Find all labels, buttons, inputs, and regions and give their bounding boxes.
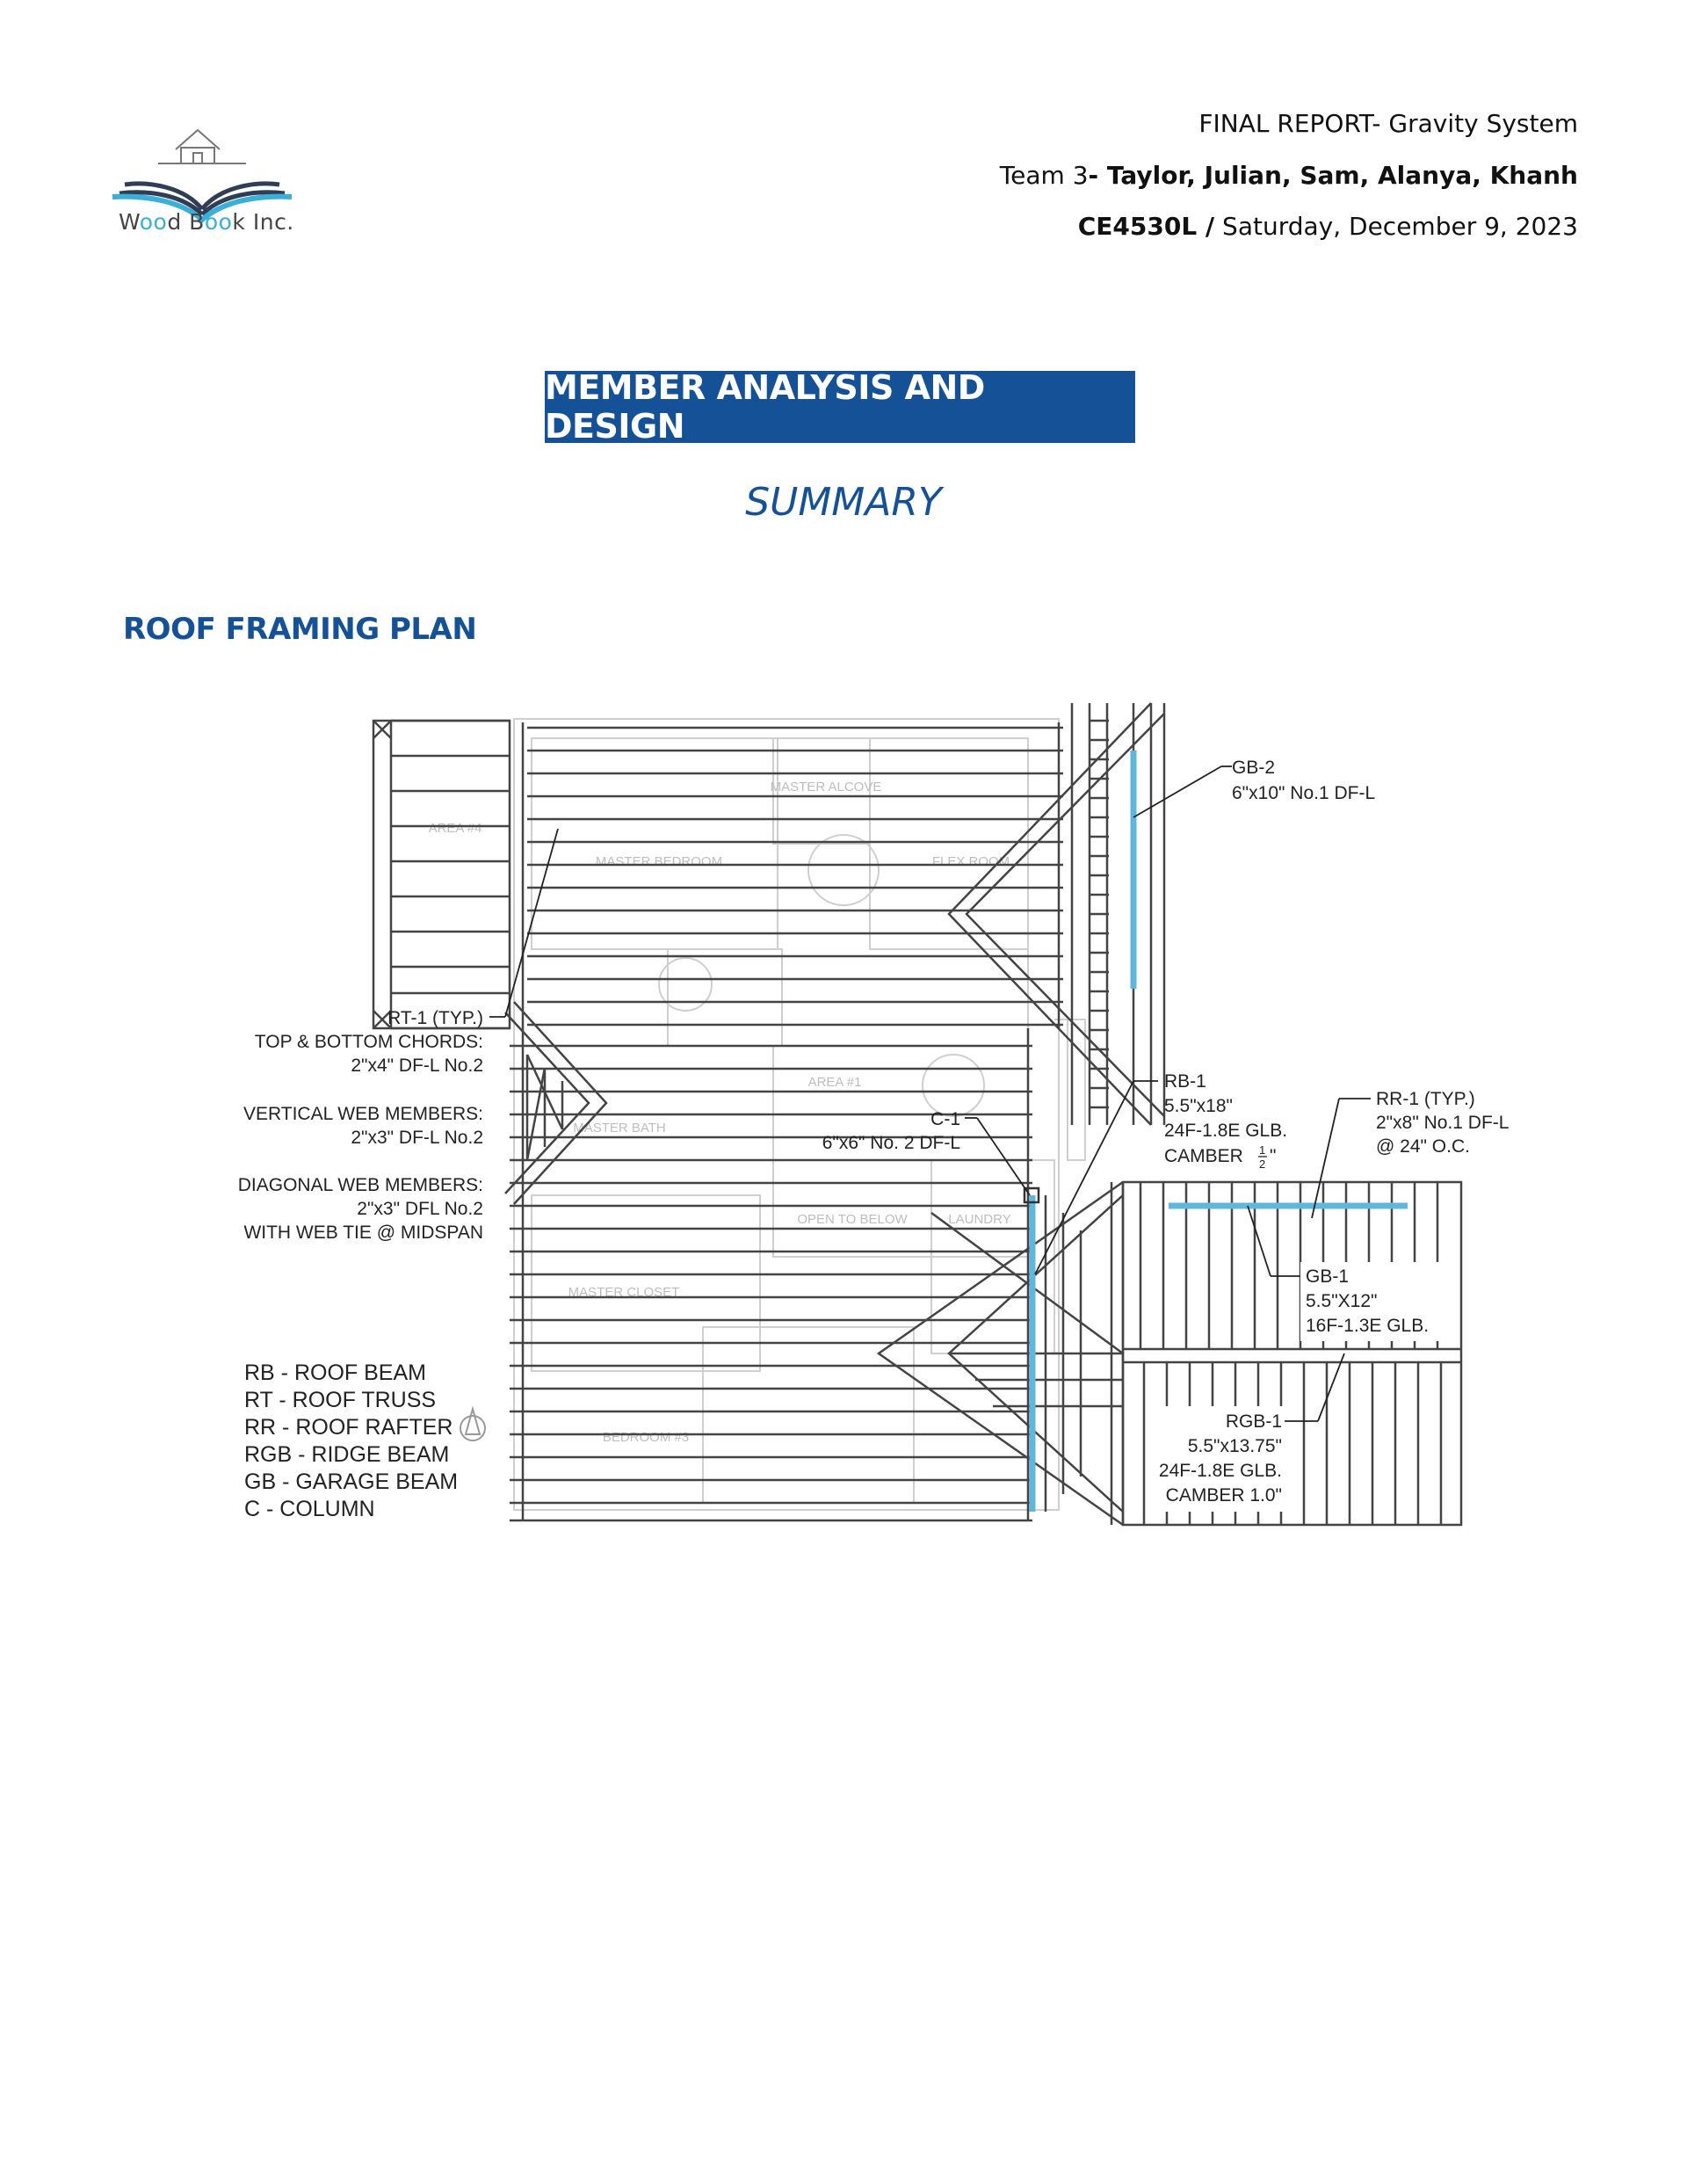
gb1-id: GB-1 [1306,1266,1350,1287]
rt1-vert-spec: 2"x3" DF-L No.2 [351,1128,483,1148]
room-label: MASTER CLOSET [568,1285,680,1300]
c1-spec: 6"x6" No. 2 DF-L [822,1133,960,1153]
gb2-id: GB-2 [1232,758,1276,778]
gb2-spec: 6"x10" No.1 DF-L [1232,783,1376,803]
rr1-spacing: @ 24" O.C. [1376,1136,1470,1157]
rgb1-grade: 24F-1.8E GLB. [1158,1461,1282,1481]
roof-framing-plan [0,668,1687,1547]
rb1-size: 5.5"x18" [1164,1096,1233,1116]
page-subtitle: SUMMARY [745,480,942,525]
rgb1-id: RGB-1 [1225,1411,1282,1432]
legend-item: RGB - RIDGE BEAM [244,1442,450,1467]
rt1-id: RT-1 (TYP.) [387,1008,483,1028]
section-title: ROOF FRAMING PLAN [123,612,477,647]
gb1-grade: 16F-1.3E GLB. [1306,1316,1430,1336]
course-date-line: CE4530L / Saturday, December 9, 2023 [1077,212,1578,241]
rb1-camber-numerator: 1 [1259,1143,1266,1157]
rb1-camber-unit: " [1270,1146,1277,1166]
left-area-framing [373,721,510,1028]
room-label: MASTER BATH [573,1121,666,1136]
report-title: FINAL REPORT- Gravity System [1198,109,1578,138]
rgb1-size: 5.5"x13.75" [1187,1436,1282,1456]
rb1-id: RB-1 [1164,1071,1206,1092]
room-labels [429,780,1011,1445]
rb1-camber: CAMBER [1164,1146,1243,1166]
rb1-camber-denominator: 2 [1259,1157,1266,1171]
legend-item: RT - ROOF TRUSS [244,1388,437,1412]
c1-id: C-1 [930,1109,960,1129]
rr1-spec: 2"x8" No.1 DF-L [1376,1113,1510,1133]
gb1-size: 5.5"X12" [1306,1291,1378,1311]
legend-item: GB - GARAGE BEAM [244,1469,459,1494]
room-label: AREA #1 [807,1075,862,1090]
rt1-diag-spec: 2"x3" DFL No.2 [357,1199,483,1219]
rgb1-camber: CAMBER 1.0" [1165,1485,1282,1506]
rt1-chord-spec: 2"x4" DF-L No.2 [351,1056,483,1076]
room-label: MASTER BEDROOM [595,854,723,869]
rt1-vert-title: VERTICAL WEB MEMBERS: [243,1104,483,1124]
room-label: BEDROOM #3 [602,1430,690,1445]
legend-item: RB - ROOF BEAM [244,1360,426,1385]
left-area-joists [391,721,510,1028]
rt1-diag-note: WITH WEB TIE @ MIDSPAN [243,1223,483,1243]
room-label: OPEN TO BELOW [797,1212,908,1227]
member-legend [244,1360,458,1521]
legend-item: C - COLUMN [244,1497,375,1521]
rr1-id: RR-1 (TYP.) [1376,1089,1475,1109]
roof-trusses-upper [527,728,1063,1025]
logo-text: Wood Book Inc. [119,209,294,235]
room-label: AREA #4 [428,821,482,836]
room-label: FLEX ROOM [931,854,1010,869]
rt1-diag-title: DIAGONAL WEB MEMBERS: [237,1175,483,1195]
upper-right-ticks [1090,721,1109,1107]
rt1-chord-title: TOP & BOTTOM CHORDS: [254,1032,483,1052]
section-banner: MEMBER ANALYSIS AND DESIGN [545,371,1135,443]
room-label: MASTER ALCOVE [770,780,882,795]
rt1-truss-profile [505,1002,606,1204]
legend-item: RR - ROOF RAFTER [244,1415,453,1440]
team-line: Team 3- Taylor, Julian, Sam, Alanya, Khanh [999,161,1578,190]
north-arrow-icon [460,1409,485,1440]
rb1-grade: 24F-1.8E GLB. [1164,1121,1288,1141]
room-label: LAUNDRY [948,1212,1011,1227]
lower-right-hip [879,1182,1123,1525]
